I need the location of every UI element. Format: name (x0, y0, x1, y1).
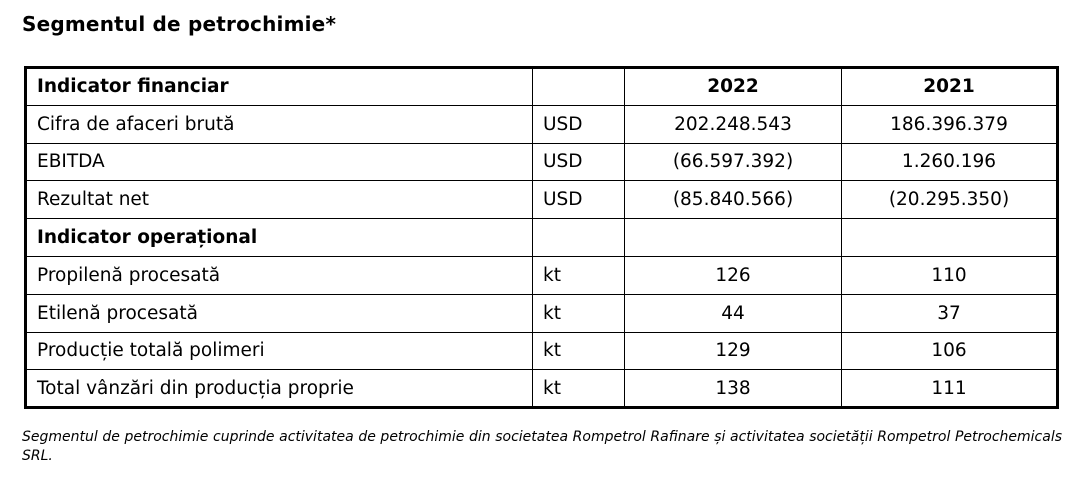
row-value-2021: 110 (842, 256, 1058, 294)
table-row (26, 294, 1058, 332)
header-indicator-financiar: Indicator financiar (26, 68, 533, 106)
row-value-2022 (625, 219, 842, 257)
row-value-2021: 1.260.196 (842, 143, 1058, 181)
table-row (26, 105, 1058, 143)
row-value-2021: 106 (842, 332, 1058, 370)
row-value-2022: 138 (625, 370, 842, 408)
table-row (26, 256, 1058, 294)
row-label: Etilenă procesată (26, 294, 533, 332)
row-unit: USD (533, 105, 625, 143)
header-year-2021: 2021 (842, 68, 1058, 106)
petrochemical-table (24, 66, 1059, 409)
row-value-2021: 186.396.379 (842, 105, 1058, 143)
row-unit: USD (533, 143, 625, 181)
page-title: Segmentul de petrochimie* (22, 12, 337, 36)
row-value-2022: (85.840.566) (625, 181, 842, 219)
row-unit: kt (533, 370, 625, 408)
row-label: Rezultat net (26, 181, 533, 219)
row-value-2021: (20.295.350) (842, 181, 1058, 219)
row-unit: USD (533, 181, 625, 219)
row-value-2022: 44 (625, 294, 842, 332)
table-row (26, 370, 1058, 408)
row-value-2021 (842, 219, 1058, 257)
table-row (26, 332, 1058, 370)
row-label: Cifra de afaceri brută (26, 105, 533, 143)
row-value-2022: 202.248.543 (625, 105, 842, 143)
row-unit: kt (533, 332, 625, 370)
table-header-row (26, 68, 1058, 106)
table-row (26, 143, 1058, 181)
row-value-2022: (66.597.392) (625, 143, 842, 181)
row-label: Propilenă procesată (26, 256, 533, 294)
row-unit: kt (533, 294, 625, 332)
row-value-2021: 37 (842, 294, 1058, 332)
row-unit (533, 219, 625, 257)
operational-header-row (26, 219, 1058, 257)
row-label: Producție totală polimeri (26, 332, 533, 370)
header-year-2022: 2022 (625, 68, 842, 106)
header-indicator-operational: Indicator operațional (26, 219, 533, 257)
footnote: Segmentul de petrochimie cuprinde activitatea de petrochimie din societatea Rompetrol Rafinare și activitatea societății Rompetrol Petrochemicals SRL. (22, 429, 1062, 464)
row-value-2022: 126 (625, 256, 842, 294)
row-label: Total vânzări din producția proprie (26, 370, 533, 408)
row-label: EBITDA (26, 143, 533, 181)
table-row (26, 181, 1058, 219)
row-unit: kt (533, 256, 625, 294)
row-value-2021: 111 (842, 370, 1058, 408)
row-value-2022: 129 (625, 332, 842, 370)
header-unit-cell (533, 68, 625, 106)
